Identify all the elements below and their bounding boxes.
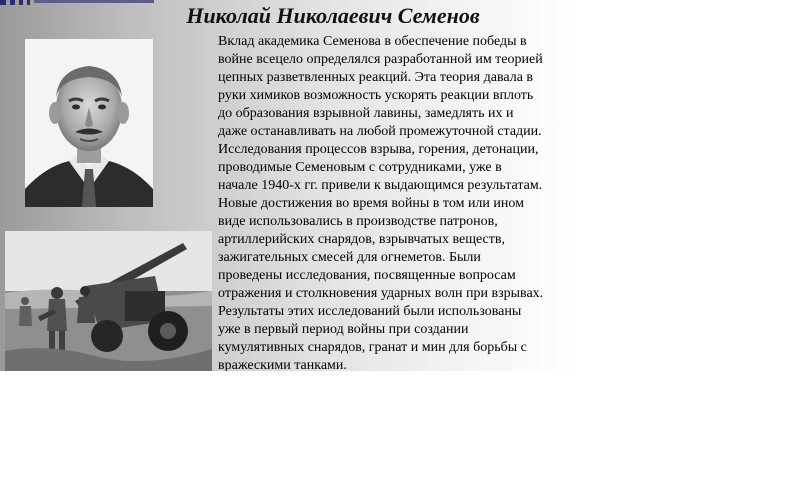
body-text: Вклад академика Семенова в обеспечение победы в войне всецело определялся разработанной им теорией цепных разветвленных реакций. Эта теория давала в руки химиков возможность ускорять реакции вплоть до образования взрывной лавины, замедлять их и даже останавливать на любой промежуточной стадии. Исследования процессов взрыва, горения, детонации, проводимые Семеновым с сотрудниками, уже в начале 1940-х гг. привели к выдающимся результатам. Новые достижения во время войны в том или ином виде использовались в производстве патронов, артиллерийских снарядов, взрывчатых веществ, зажигательных смесей для огнеметов. Были проведены исследования, посвященные вопросам отражения и столкновения ударных волн при взрывах. Результаты этих исследований были использованы уже в первый период войны при создании кумулятивных снарядов, гранат и мин для борьбы с вражескими танками.: [218, 34, 544, 371]
artillery-photo: [5, 231, 212, 371]
portrait-photo: [25, 39, 153, 207]
slide-title: Николай Николаевич Семенов: [186, 3, 480, 28]
